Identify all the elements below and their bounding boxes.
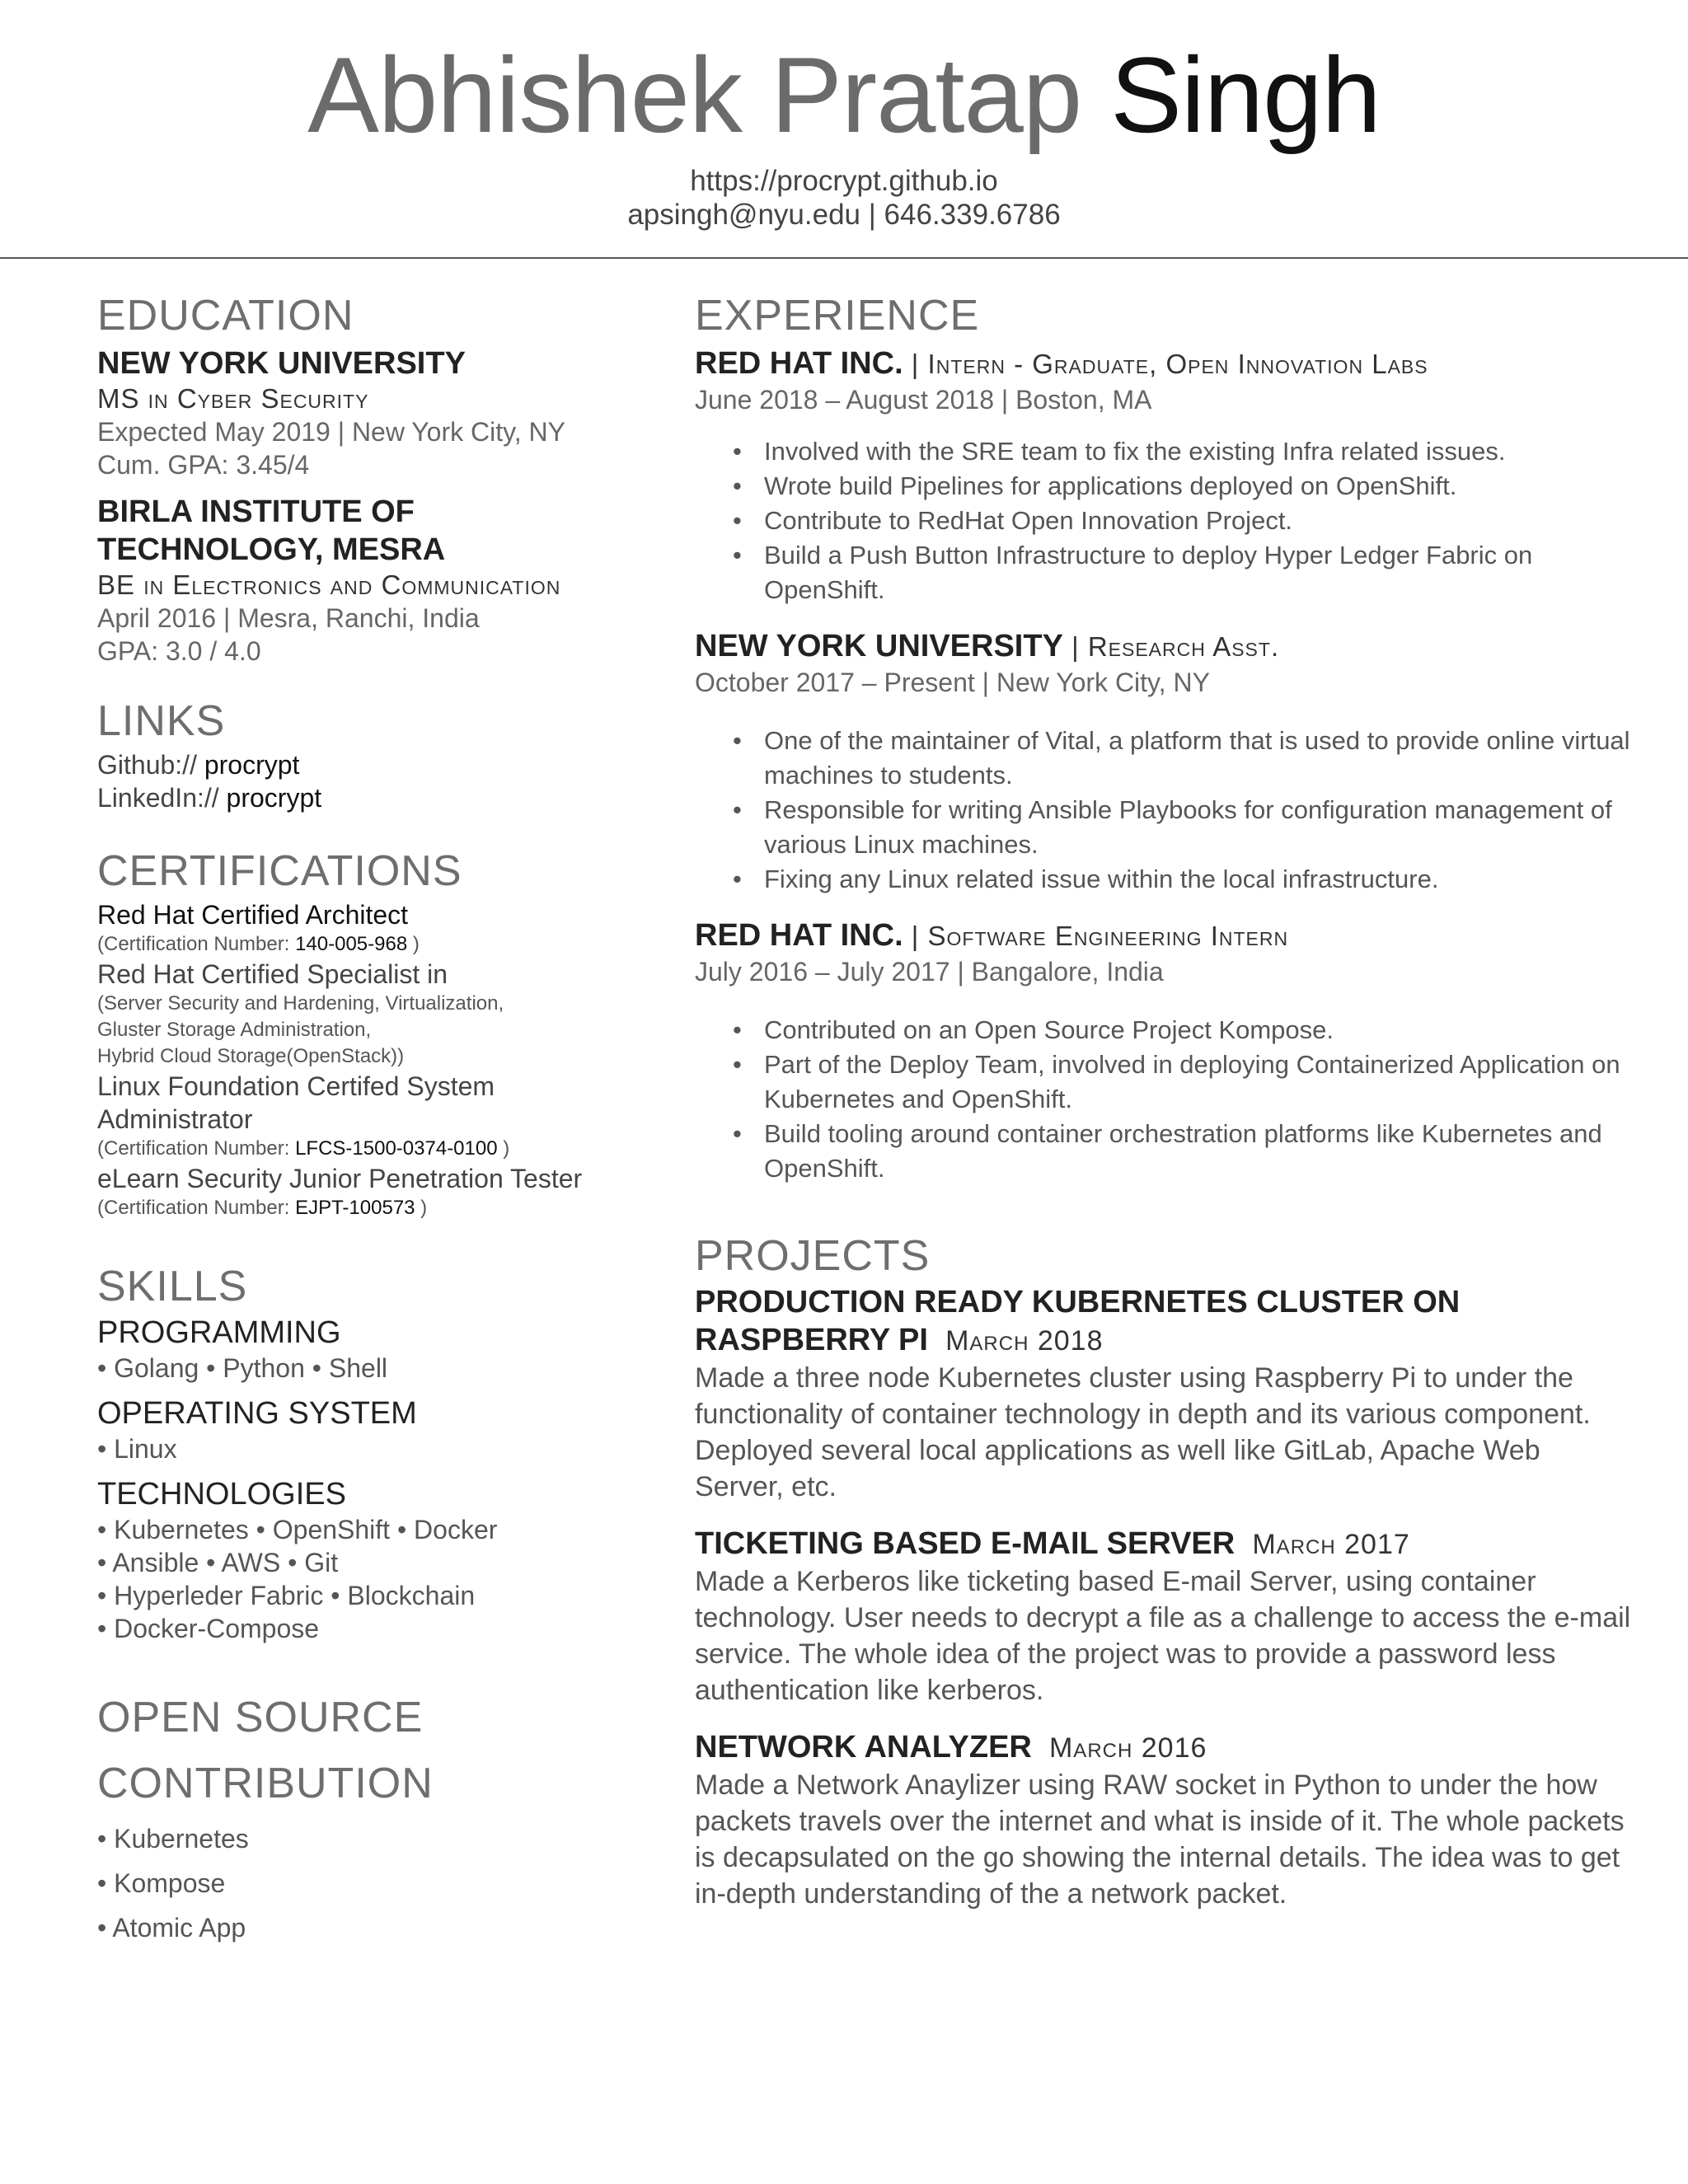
cert-number-value: EJPT-100573 [295, 1197, 415, 1219]
skill-list: • Kubernetes • OpenShift • Docker [97, 1515, 498, 1544]
project-entry [695, 1525, 1634, 1708]
project-description: Made a Network Anaylizer using RAW socket in Python to under the how packets travels over the internet and what is inside of it. The whole packets is decapsulated on the go showing the internal details. The idea was to get in-depth understanding of the a network packet. [695, 1769, 1625, 1910]
project-description: Made a three node Kubernetes cluster using Raspberry Pi to under the functionality of container technology in depth and its various component. Deployed several local applications as well like GitLab, Apache Web Server, etc. [695, 1362, 1591, 1502]
cert-number [97, 931, 625, 958]
skill-list: • Golang • Python • Shell [97, 1353, 388, 1383]
website-link[interactable]: https://procrypt.github.io [690, 165, 998, 197]
open-source-title: OPEN SOURCE [97, 1694, 424, 1741]
cert-number [97, 1195, 625, 1221]
link-prefix: Github:// [97, 750, 204, 780]
left-column [97, 288, 625, 1950]
oss-item: • Kompose [97, 1868, 226, 1898]
project-entry [695, 1283, 1634, 1505]
experience-title: EXPERIENCE [695, 292, 980, 340]
bullet: • One of the maintainer of Vital, a platform that is used to provide online virtual machines to students. [764, 724, 1634, 793]
education-title: EDUCATION [97, 292, 354, 340]
degree: BE in Electronics and Communication [97, 569, 561, 600]
skills-title: SKILLS [97, 1263, 248, 1310]
candidate-name [0, 33, 1688, 157]
job-entry [695, 916, 1634, 1186]
skill-list: • Ansible • AWS • Git [97, 1548, 339, 1577]
skill-category: OPERATING SYSTEM [97, 1396, 417, 1431]
job-date-location: October 2017 – Present | New York City, NY [695, 668, 1210, 697]
email-phone: apsingh@nyu.edu | 646.339.6786 [627, 199, 1061, 231]
project-name: PRODUCTION READY KUBERNETES CLUSTER ON RASPBERRY PI [695, 1285, 1461, 1357]
employer: NEW YORK UNIVERSITY [695, 629, 1063, 663]
date-location: April 2016 | Mesra, Ranchi, India [97, 603, 480, 633]
name-first: Abhishek Pratap [307, 35, 1111, 155]
project-entry [695, 1728, 1634, 1912]
cert-number-label: (Certification Number: [97, 1137, 296, 1160]
open-source-title-cont: CONTRIBUTION [97, 1760, 434, 1807]
cert-name: Red Hat Certified Architect [97, 900, 409, 930]
job-entry [695, 627, 1634, 897]
school-name: BIRLA INSTITUTE OF TECHNOLOGY, MESRA [97, 494, 446, 567]
project-name: TICKETING BASED E-MAIL SERVER [695, 1526, 1236, 1561]
project-date: March 2018 [945, 1325, 1104, 1357]
cert-number-suffix: ) [415, 1197, 428, 1219]
cert-name: Red Hat Certified Specialist in [97, 959, 448, 989]
link-prefix: LinkedIn:// [97, 783, 227, 813]
certifications-title: CERTIFICATIONS [97, 847, 462, 895]
project-description: Made a Kerberos like ticketing based E-mail Server, using container technology. User needs to decrypt a file as a challenge to access the e-mail service. The whole idea of the project was to provide a password less authentication like kerberos. [695, 1566, 1631, 1706]
project-name: NETWORK ANALYZER [695, 1730, 1032, 1765]
skill-list: • Hyperleder Fabric • Blockchain [97, 1581, 476, 1610]
job-role: | Intern - Graduate, Open Innovation Labs [903, 349, 1428, 379]
oss-item: • Kubernetes [97, 1824, 249, 1854]
bullet: • Build tooling around container orchestration platforms like Kubernetes and OpenShift. [764, 1117, 1634, 1186]
cert-detail: (Server Security and Hardening, Virtualization, [97, 992, 504, 1015]
education-entry [97, 493, 625, 668]
right-column [695, 288, 1634, 1912]
bullet: • Build a Push Button Infrastructure to deploy Hyper Ledger Fabric on OpenShift. [764, 538, 1634, 607]
oss-item: • Atomic App [97, 1913, 246, 1943]
links-title: LINKS [97, 697, 226, 745]
employer: RED HAT INC. [695, 346, 903, 381]
job-date-location: June 2018 – August 2018 | Boston, MA [695, 385, 1152, 415]
cert-name: Linux Foundation Certifed System Administrator [97, 1071, 495, 1134]
cert-detail: Gluster Storage Administration, [97, 1019, 372, 1041]
project-date: March 2017 [1252, 1529, 1410, 1560]
link-value[interactable]: procrypt [226, 783, 322, 813]
link-value[interactable]: procrypt [204, 750, 300, 780]
job-heading [695, 916, 1634, 955]
cert-number-value: LFCS-1500-0374-0100 [295, 1137, 498, 1160]
gpa: GPA: 3.0 / 4.0 [97, 636, 261, 666]
cert-number [97, 1136, 625, 1162]
bullet: • Contributed on an Open Source Project Kompose. [764, 1013, 1634, 1047]
degree: MS in Cyber Security [97, 383, 369, 414]
project-date: March 2016 [1048, 1732, 1207, 1764]
bullet: • Fixing any Linux related issue within the local infrastructure. [764, 862, 1634, 897]
education-entry [97, 344, 625, 481]
job-bullets [695, 1013, 1634, 1186]
gpa: Cum. GPA: 3.45/4 [97, 450, 310, 480]
cert-detail: Hybrid Cloud Storage(OpenStack)) [97, 1045, 405, 1067]
project-heading [695, 1728, 1634, 1767]
job-role: | Software Engineering Intern [903, 921, 1289, 951]
bullet: • Wrote build Pipelines for applications deployed on OpenShift. [764, 469, 1634, 504]
school-name: NEW YORK UNIVERSITY [97, 346, 466, 381]
job-role: | Research Asst. [1062, 631, 1280, 662]
cert-number-label: (Certification Number: [97, 1197, 296, 1219]
cert-number-value: 140-005-968 [295, 933, 408, 955]
cert-name: eLearn Security Junior Penetration Tester [97, 1164, 583, 1193]
name-last: Singh [1110, 35, 1381, 155]
job-bullets [695, 434, 1634, 607]
bullet: • Involved with the SRE team to fix the existing Infra related issues. [764, 434, 1634, 469]
skill-list: • Docker-Compose [97, 1614, 320, 1643]
project-heading [695, 1283, 1634, 1360]
bullet: • Part of the Deploy Team, involved in deploying Containerized Application on Kubernetes and OpenShift. [764, 1047, 1634, 1117]
bullet: • Responsible for writing Ansible Playbooks for configuration management of various Linux machines. [764, 793, 1634, 862]
job-entry [695, 344, 1634, 607]
job-date-location: July 2016 – July 2017 | Bangalore, India [695, 957, 1164, 987]
skill-category: PROGRAMMING [97, 1315, 341, 1350]
github-link[interactable] [97, 748, 625, 781]
job-bullets [695, 724, 1634, 897]
linkedin-link[interactable] [97, 781, 625, 814]
skill-category: TECHNOLOGIES [97, 1477, 346, 1511]
date-location: Expected May 2019 | New York City, NY [97, 417, 565, 447]
cert-number-label: (Certification Number: [97, 933, 296, 955]
employer: RED HAT INC. [695, 918, 903, 953]
job-heading [695, 344, 1634, 383]
bullet: • Contribute to RedHat Open Innovation Project. [764, 504, 1634, 538]
cert-number-suffix: ) [497, 1137, 510, 1160]
projects-title: PROJECTS [695, 1232, 931, 1280]
cert-number-suffix: ) [407, 933, 420, 955]
project-heading [695, 1525, 1634, 1563]
skill-list: • Linux [97, 1434, 177, 1464]
job-heading [695, 627, 1634, 666]
header-divider [0, 257, 1688, 259]
